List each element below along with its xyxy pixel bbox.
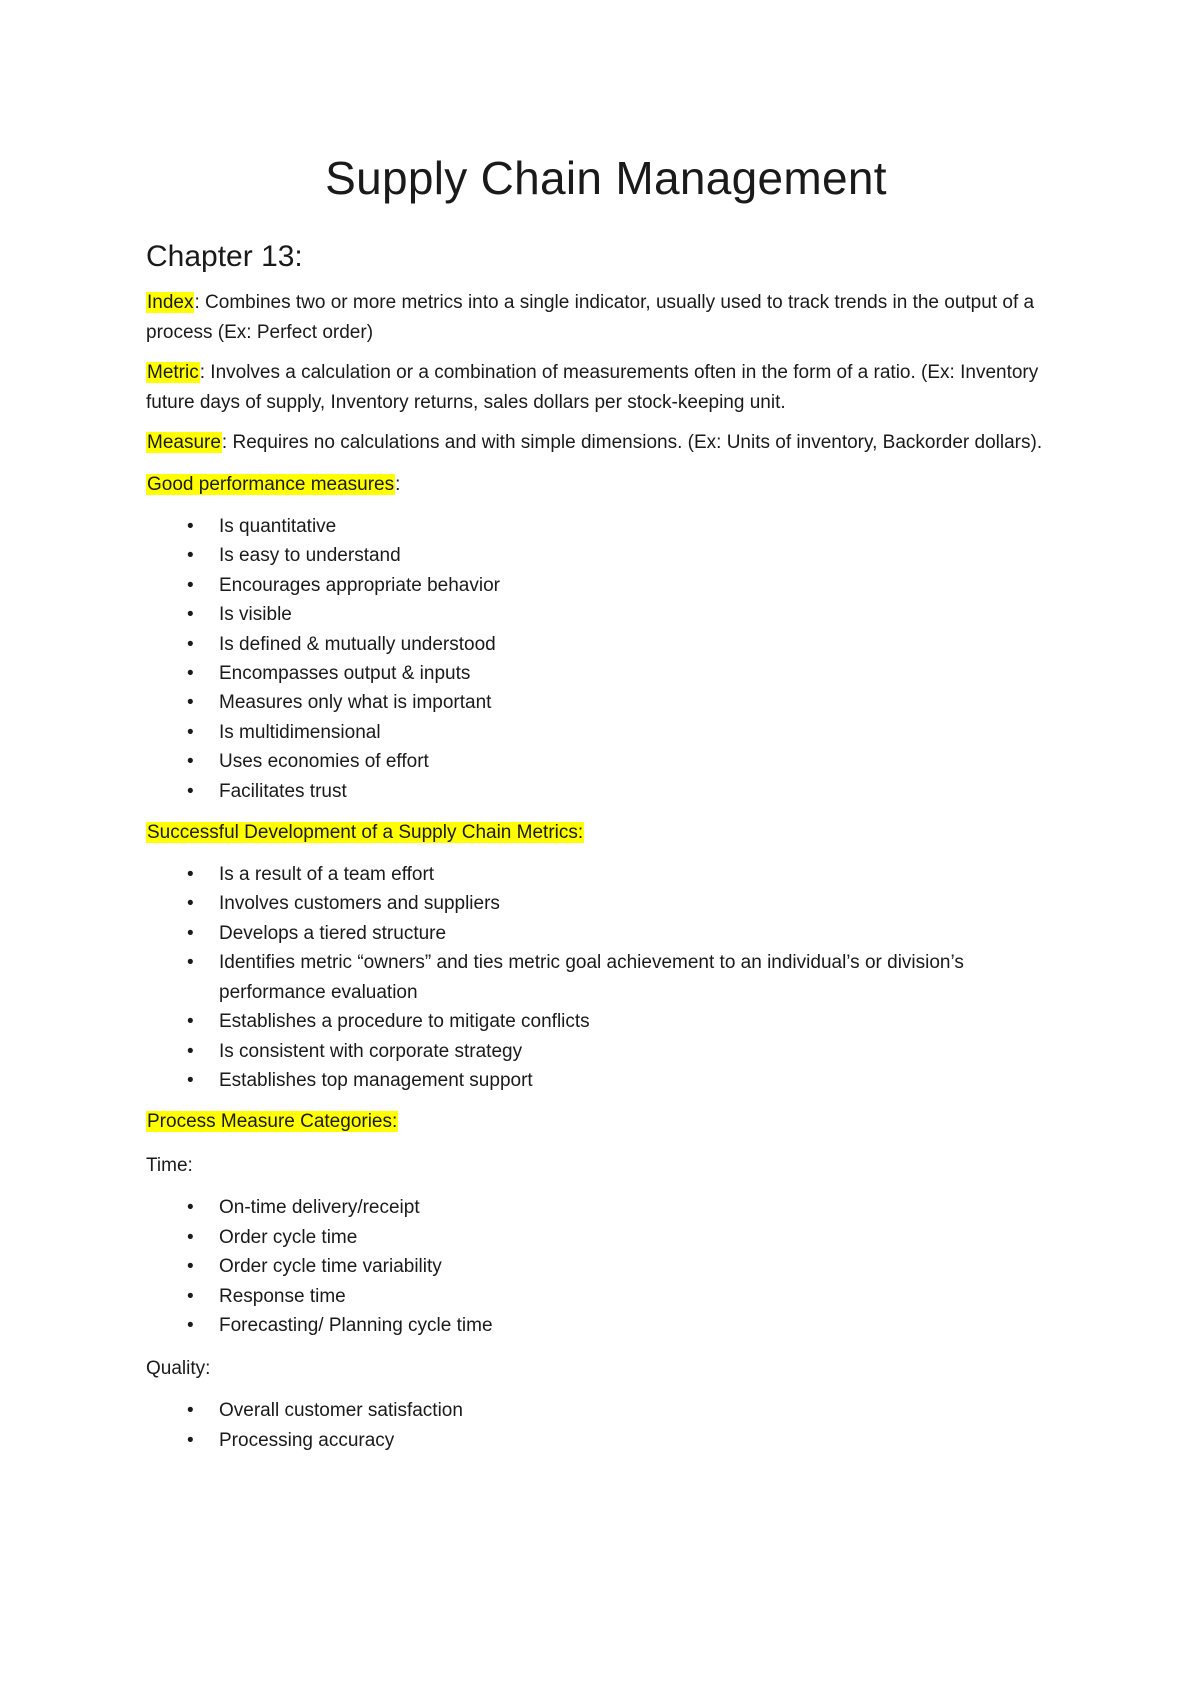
heading-highlight: Successful Development of a Supply Chain Metrics: (147, 822, 584, 844)
bullet-icon: • (187, 1429, 194, 1451)
list-item-text: Processing accuracy (219, 1429, 395, 1451)
list-item-text: Involves customers and suppliers (219, 893, 500, 915)
list-item-text: Is a result of a team effort (219, 864, 435, 886)
document-title: Supply Chain Management (325, 152, 887, 204)
bullet-icon: • (187, 574, 194, 596)
bullet-icon: • (187, 721, 194, 743)
list-item-text: Establishes a procedure to mitigate conflicts (219, 1011, 590, 1033)
bullet-icon: • (187, 1011, 194, 1033)
list-item-text: Uses economies of effort (219, 751, 429, 773)
list-item (146, 688, 1046, 717)
heading-suffix: : (395, 474, 401, 495)
list-item (146, 747, 1046, 776)
list-item-text: Is quantitative (219, 516, 337, 537)
heading-highlight: Process Measure Categories: (147, 1111, 398, 1133)
list-item (146, 1252, 1046, 1281)
list-item-text: Is consistent with corporate strategy (219, 1040, 523, 1062)
list-item-text: Encompasses output & inputs (219, 663, 471, 685)
list-item-text: Encourages appropriate behavior (219, 574, 500, 596)
list-item-text: Establishes top management support (219, 1069, 533, 1091)
list-item (146, 1396, 1046, 1425)
bullet-icon: • (187, 545, 194, 567)
subheading-quality: Quality: (146, 1358, 211, 1380)
heading-highlight: Good performance measures (147, 474, 395, 495)
bullet-icon: • (187, 633, 194, 655)
bullet-list-time (146, 1193, 1046, 1340)
bullet-icon: • (187, 1314, 194, 1336)
term-highlight: Measure (147, 432, 221, 453)
definition-text: : Combines two or more metrics into a single indicator, usually used to track trends in the output of a process (Ex: Perfect order) (146, 292, 1035, 343)
list-item (146, 1066, 1046, 1095)
document-body (146, 150, 1046, 1455)
bullet-icon: • (187, 1256, 194, 1278)
list-item (146, 1007, 1046, 1036)
list-item-text: Is multidimensional (219, 721, 381, 743)
list-item-text: Overall customer satisfaction (219, 1400, 463, 1422)
list-item-text: Measures only what is important (219, 692, 492, 714)
bullet-icon: • (187, 1069, 194, 1091)
list-item-text: Is visible (219, 604, 292, 626)
subheading-time: Time: (146, 1155, 193, 1177)
bullet-icon: • (187, 1040, 194, 1062)
list-item (146, 541, 1046, 570)
list-item (146, 600, 1046, 629)
bullet-icon: • (187, 692, 194, 714)
list-item (146, 1311, 1046, 1340)
list-item (146, 571, 1046, 600)
bullet-icon: • (187, 864, 194, 886)
definition-metric (146, 358, 1046, 418)
bullet-icon: • (187, 1226, 194, 1248)
section-heading-good-measures (146, 470, 1046, 500)
section-heading-successful-development (146, 818, 1046, 848)
list-item (146, 1223, 1046, 1252)
bullet-list-good-measures (146, 512, 1046, 806)
list-item-text: Identifies metric “owners” and ties metric goal achievement to an individual’s or division’s performance evaluation (219, 952, 964, 1003)
list-item (146, 1193, 1046, 1222)
list-item (146, 777, 1046, 806)
list-item (146, 860, 1046, 889)
bullet-icon: • (187, 952, 194, 974)
list-item (146, 1426, 1046, 1455)
bullet-icon: • (187, 893, 194, 915)
list-item-text: On-time delivery/receipt (219, 1197, 420, 1219)
bullet-list-successful-development (146, 860, 1046, 1095)
bullet-icon: • (187, 751, 194, 773)
list-item-text: Response time (219, 1285, 346, 1307)
definition-text: : Requires no calculations and with simple dimensions. (Ex: Units of inventory, Backorder dollars). (221, 432, 1043, 453)
list-item-text: Is defined & mutually understood (219, 633, 496, 655)
bullet-icon: • (187, 663, 194, 685)
list-item-text: Order cycle time variability (219, 1256, 442, 1278)
bullet-icon: • (187, 922, 194, 944)
bullet-icon: • (187, 1400, 194, 1422)
list-item-text: Facilitates trust (219, 780, 347, 802)
list-item (146, 659, 1046, 688)
term-highlight: Metric (147, 362, 199, 383)
list-item (146, 919, 1046, 948)
definition-measure (146, 428, 1046, 458)
definition-text: : Involves a calculation or a combination of measurements often in the form of a ratio. (Ex: Inventory future days of supply, Inventory returns, sales dollars per stock-keeping unit. (146, 362, 1039, 413)
list-item (146, 1282, 1046, 1311)
list-item-text: Is easy to understand (219, 545, 401, 567)
list-item-text: Order cycle time (219, 1226, 358, 1248)
bullet-icon: • (187, 1285, 194, 1307)
term-highlight: Index (147, 292, 194, 313)
chapter-heading: Chapter 13: (146, 240, 303, 273)
list-item (146, 948, 1046, 1007)
bullet-icon: • (187, 516, 194, 537)
bullet-icon: • (187, 780, 194, 802)
list-item (146, 512, 1046, 541)
bullet-list-quality (146, 1396, 1046, 1455)
definition-index (146, 288, 1046, 348)
bullet-icon: • (187, 604, 194, 626)
list-item (146, 630, 1046, 659)
list-item (146, 718, 1046, 747)
list-item-text: Forecasting/ Planning cycle time (219, 1314, 493, 1336)
section-heading-process-categories (146, 1107, 1046, 1137)
list-item-text: Develops a tiered structure (219, 922, 447, 944)
bullet-icon: • (187, 1197, 194, 1219)
list-item (146, 889, 1046, 918)
list-item (146, 1037, 1046, 1066)
